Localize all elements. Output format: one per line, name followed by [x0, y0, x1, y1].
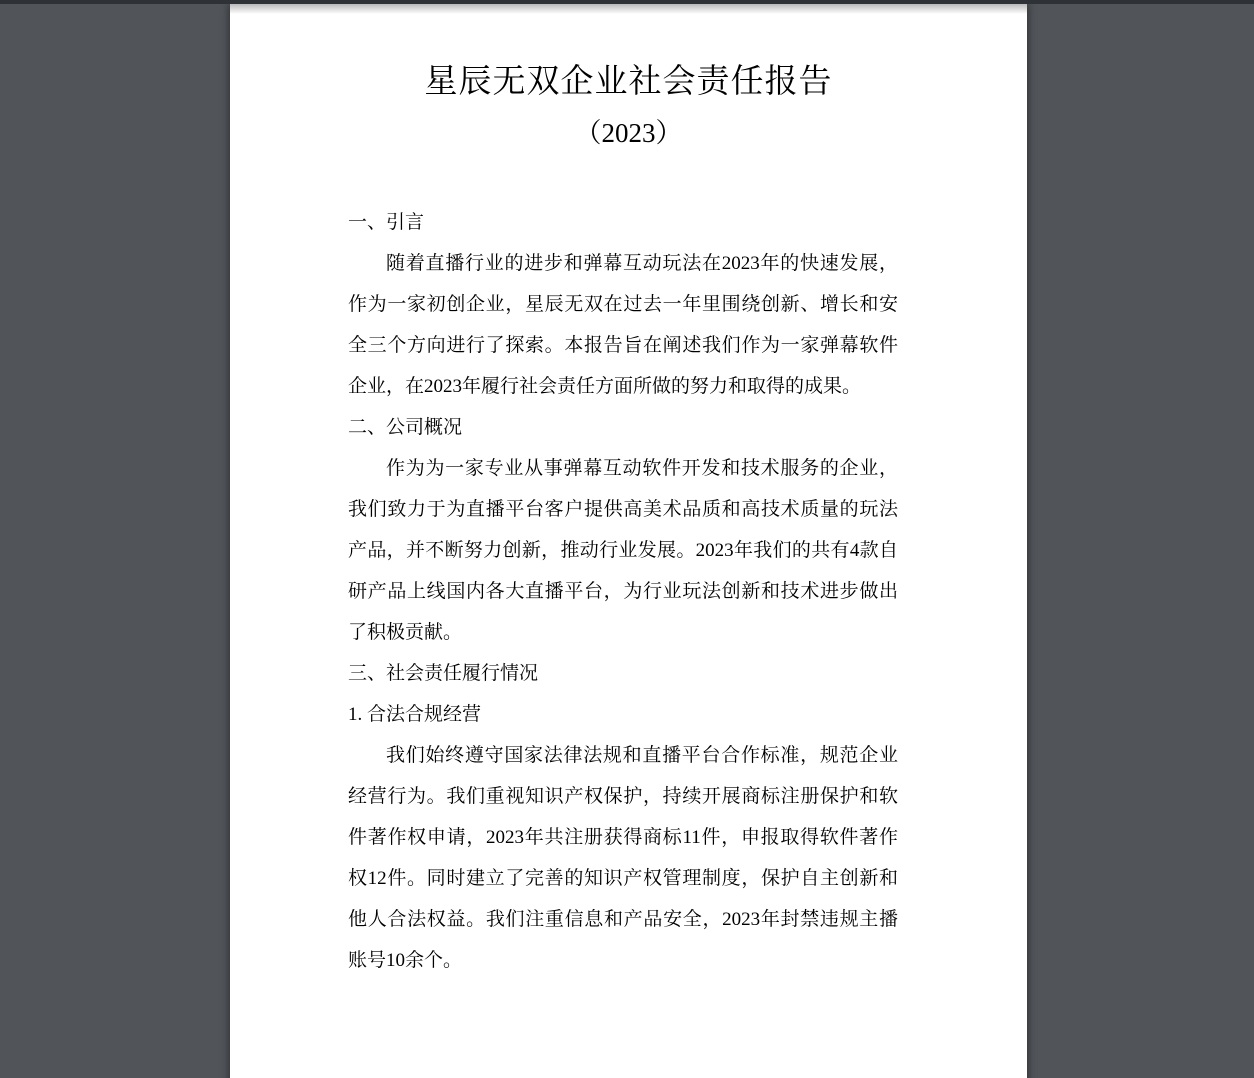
- section-heading-legal-compliance: 1. 合法合规经营: [348, 704, 482, 725]
- document-page: [230, 4, 1027, 1078]
- paragraph-company-overview: 作为为一家专业从事弹幕互动软件开发和技术服务的企业，我们致力于为直播平台客户提供高美术品质和高技术质量的玩法产品，并不断努力创新，推动行业发展。2023年我们的共有4款自研产品上线国内各大直播平台，为行业玩法创新和技术进步做出了积极贡献。: [348, 458, 898, 643]
- paragraph-introduction: 随着直播行业的进步和弹幕互动玩法在2023年的快速发展，作为一家初创企业，星辰无双在过去一年里围绕创新、增长和安全三个方向进行了探索。本报告旨在阐述我们作为一家弹幕软件企业，在2023年履行社会责任方面所做的努力和取得的成果。: [348, 253, 898, 397]
- document-title: 星辰无双企业社会责任报告: [424, 64, 833, 100]
- document-body: [230, 202, 898, 981]
- top-edge-bar: [0, 0, 1254, 4]
- document-subtitle: （2023）: [574, 118, 683, 148]
- section-heading-csr-performance: 三、社会责任履行情况: [348, 663, 539, 684]
- section-heading-introduction: 一、引言: [348, 212, 425, 233]
- section-heading-company-overview: 二、公司概况: [348, 417, 463, 438]
- paragraph-legal-compliance: 我们始终遵守国家法律法规和直播平台合作标准，规范企业经营行为。我们重视知识产权保护，持续开展商标注册保护和软件著作权申请，2023年共注册获得商标11件，申报取得软件著作权12件。同时建立了完善的知识产权管理制度，保护自主创新和他人合法权益。我们注重信息和产品安全，2023年封禁违规主播账号10余个。: [348, 745, 898, 971]
